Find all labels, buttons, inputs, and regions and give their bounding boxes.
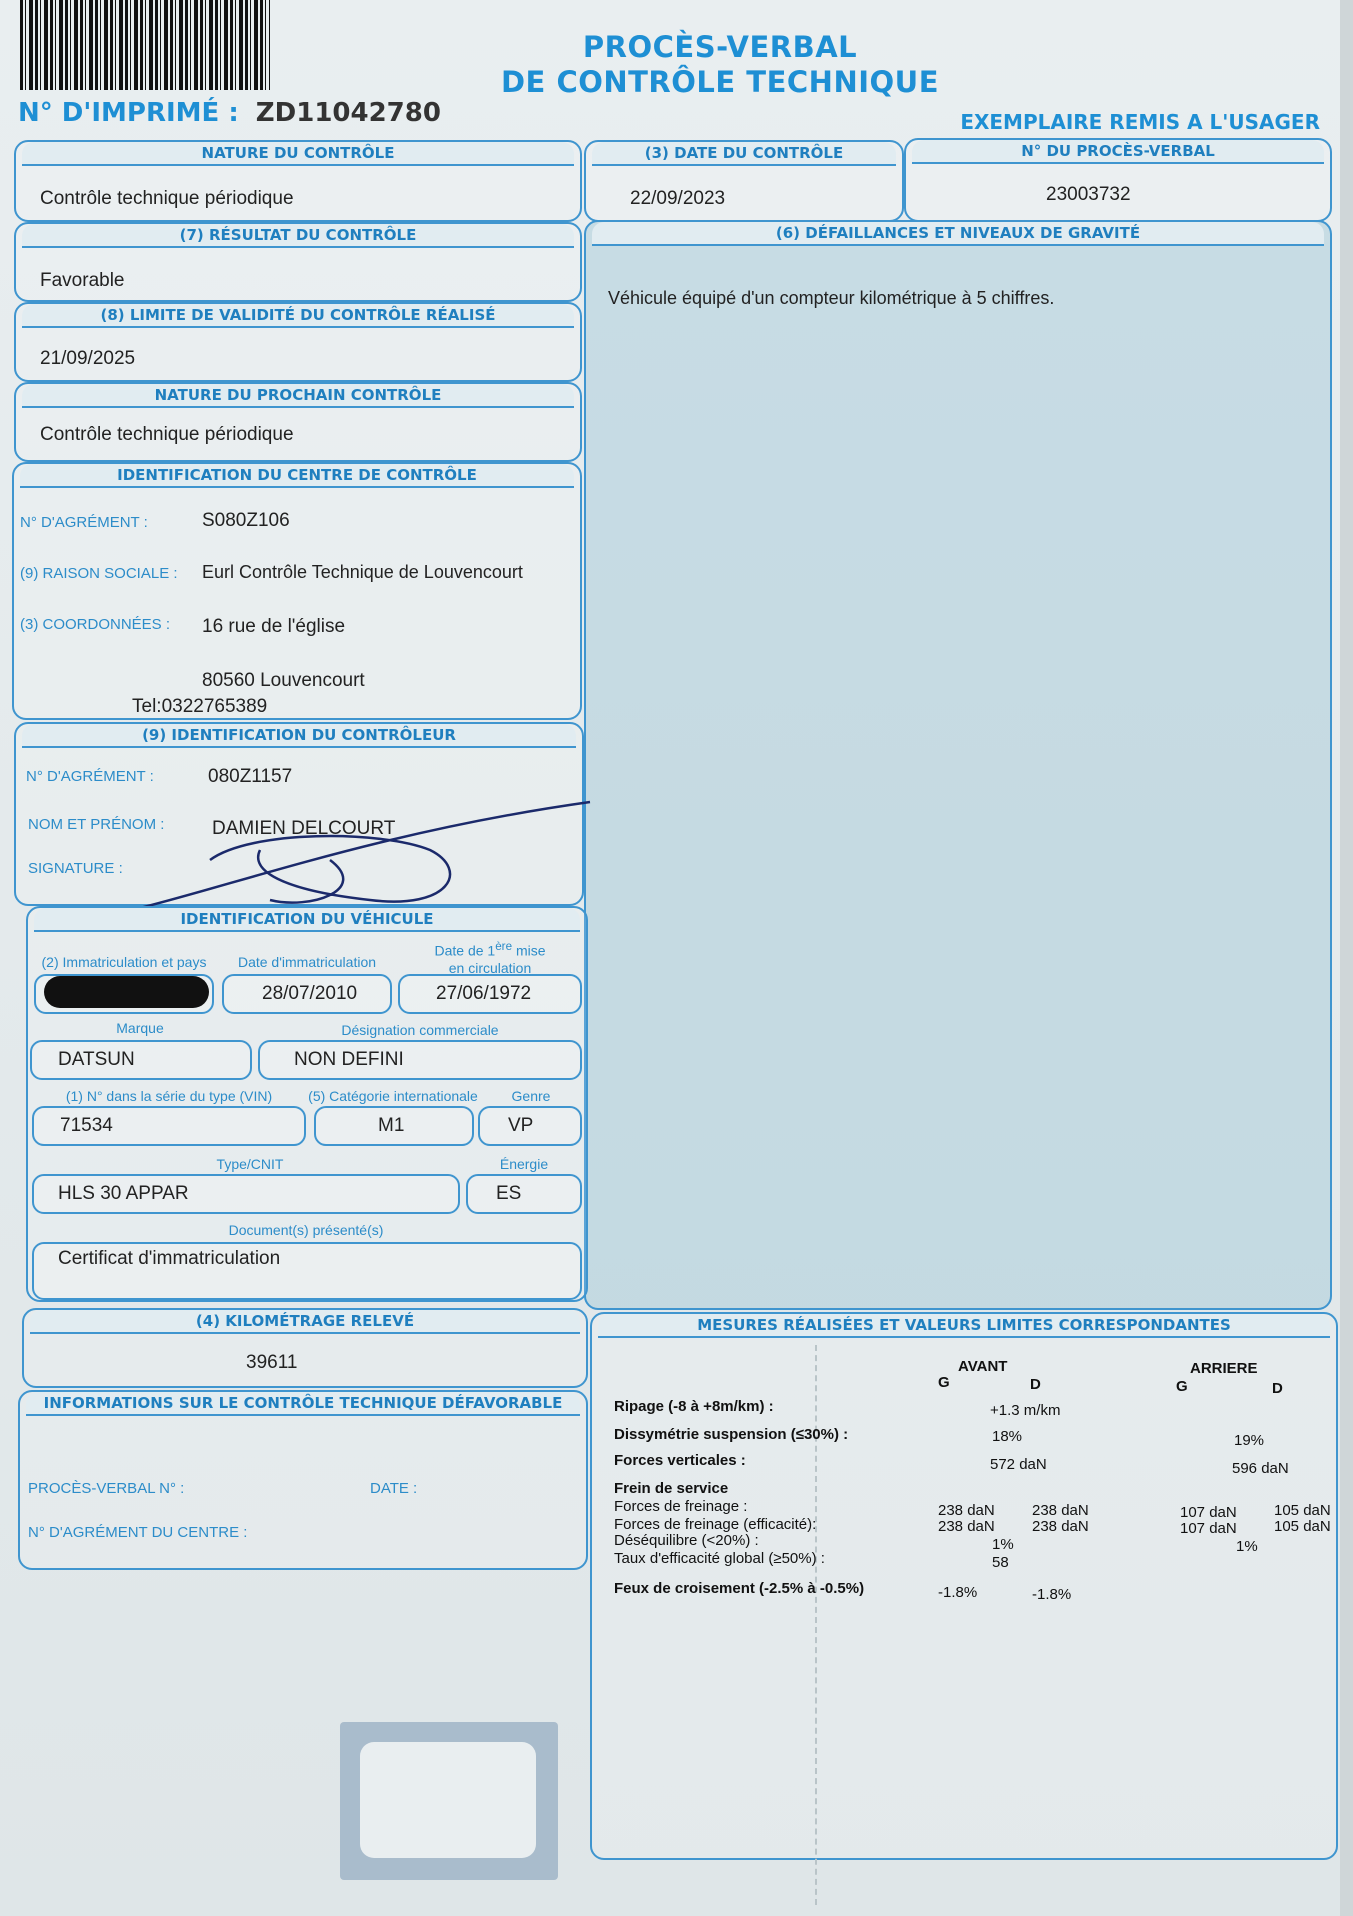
premiere-circulation-label: [400, 938, 580, 977]
centre-header: IDENTIFICATION DU CENTRE DE CONTRÔLE: [20, 464, 574, 488]
premiere-label-b: mise: [512, 942, 546, 959]
energie-field: ES: [466, 1174, 582, 1214]
desequilibre-label: Déséquilibre (<20%) :: [614, 1532, 759, 1549]
telephone: Tel:0322765389: [132, 696, 268, 717]
arriere-header: ARRIERE: [1190, 1360, 1258, 1377]
ffe-arriere-g: 107 daN: [1180, 1520, 1237, 1537]
limite-header: (8) LIMITE DE VALIDITÉ DU CONTRÔLE RÉALISÉ: [22, 304, 574, 328]
genre-field: VP: [478, 1106, 582, 1146]
arriere-d: D: [1272, 1380, 1283, 1397]
forces-freinage-label: Forces de freinage :: [614, 1498, 748, 1515]
nature-box: [14, 140, 582, 222]
taux-efficacite-value: 58: [992, 1554, 1009, 1571]
defavorable-box: [18, 1390, 588, 1570]
type-label: Type/CNIT: [216, 1156, 284, 1172]
controleur-agrement-label: N° D'AGRÉMENT :: [26, 768, 154, 785]
defaillances-header: (6) DÉFAILLANCES ET NIVEAUX DE GRAVITÉ: [592, 222, 1324, 246]
signature: [130, 790, 600, 920]
feux-croisement-label: Feux de croisement (-2.5% à -0.5%): [614, 1580, 865, 1597]
prochain-header: NATURE DU PROCHAIN CONTRÔLE: [22, 384, 574, 408]
title-line-2: DE CONTRÔLE TECHNIQUE: [500, 65, 940, 99]
ff-arriere-g: 107 daN: [1180, 1504, 1237, 1521]
categorie-label: (5) Catégorie internationale: [308, 1088, 478, 1104]
avant-g: G: [938, 1374, 950, 1391]
adresse-line-2: 80560 Louvencourt: [202, 670, 365, 691]
ffe-arriere-d: 105 daN: [1274, 1518, 1331, 1535]
stamp-window: [360, 1742, 536, 1858]
desequilibre-avant: 1%: [992, 1536, 1014, 1553]
energie-label: Énergie: [499, 1156, 549, 1172]
marque-field: DATSUN: [30, 1040, 252, 1080]
type-field: HLS 30 APPAR: [32, 1174, 460, 1214]
taux-efficacite-label: Taux d'efficacité global (≥50%) :: [614, 1550, 825, 1567]
forces-verticales-avant: 572 daN: [990, 1456, 1047, 1473]
forces-verticales-label: Forces verticales :: [614, 1452, 746, 1469]
limite-box: [14, 302, 582, 382]
pv-box: [904, 138, 1332, 222]
imprime-label: N° D'IMPRIMÉ :: [18, 98, 239, 128]
raison-sociale-value: Eurl Contrôle Technique de Louvencourt: [202, 562, 523, 582]
nature-header: NATURE DU CONTRÔLE: [22, 142, 574, 166]
ffe-avant-d: 238 daN: [1032, 1518, 1089, 1535]
premiere-label-a: Date de 1: [434, 942, 496, 959]
kilometrage-box: [22, 1308, 588, 1388]
mesures-header: MESURES RÉALISÉES ET VALEURS LIMITES CORRESPONDANTES: [598, 1314, 1330, 1338]
immatriculation-label: (2) Immatriculation et pays: [41, 954, 207, 970]
centre-agrement-value: S080Z106: [202, 510, 290, 531]
imprime-number: [18, 98, 441, 128]
defavorable-agrement-label: N° D'AGRÉMENT DU CENTRE :: [28, 1524, 248, 1541]
barcode: [20, 0, 270, 90]
controleur-agrement-value: 080Z1157: [208, 766, 293, 787]
centre-box: [12, 462, 582, 720]
prochain-box: [14, 382, 582, 462]
avant-header: AVANT: [958, 1358, 1008, 1375]
documents-field: Certificat d'immatriculation: [32, 1242, 582, 1300]
designation-field: NON DEFINI: [258, 1040, 582, 1080]
arriere-g: G: [1176, 1378, 1188, 1395]
controleur-header: (9) IDENTIFICATION DU CONTRÔLEUR: [22, 724, 576, 748]
kilometrage-value: 39611: [246, 1352, 298, 1373]
signature-label: SIGNATURE :: [28, 860, 123, 877]
nom-prenom-label: NOM ET PRÉNOM :: [28, 816, 165, 833]
redacted-plate: [44, 976, 209, 1008]
vehicule-header: IDENTIFICATION DU VÉHICULE: [34, 908, 580, 932]
date-header: (3) DATE DU CONTRÔLE: [592, 142, 896, 166]
defavorable-pv-label: PROCÈS-VERBAL N° :: [28, 1480, 185, 1497]
date-immat-label: Date d'immatriculation: [237, 954, 377, 970]
genre-label: Genre: [511, 1088, 551, 1104]
avant-d: D: [1030, 1376, 1041, 1393]
kilometrage-header: (4) KILOMÉTRAGE RELEVÉ: [30, 1310, 580, 1334]
designation-label: Désignation commerciale: [341, 1022, 499, 1038]
defaillances-text: Véhicule équipé d'un compteur kilométrique à 5 chiffres.: [608, 288, 1055, 308]
defavorable-header: INFORMATIONS SUR LE CONTRÔLE TECHNIQUE DÉFAVORABLE: [26, 1392, 580, 1416]
dissymetrie-avant: 18%: [992, 1428, 1023, 1445]
raison-sociale-label: (9) RAISON SOCIALE :: [20, 565, 178, 582]
ff-arriere-d: 105 daN: [1274, 1502, 1331, 1519]
premiere-circulation-field: 27/06/1972: [398, 974, 582, 1014]
coordonnees-label: (3) COORDONNÉES :: [20, 616, 171, 633]
prochain-value: Contrôle technique périodique: [40, 424, 294, 445]
vin-field: 71534: [32, 1106, 306, 1146]
nom-prenom-value: DAMIEN DELCOURT: [212, 818, 396, 839]
marque-label: Marque: [116, 1020, 164, 1036]
pv-header: N° DU PROCÈS-VERBAL: [912, 140, 1324, 164]
stamp-area: [340, 1722, 558, 1880]
feux-croisement-d: -1.8%: [1032, 1586, 1072, 1603]
document-title: [470, 30, 970, 100]
date-immat-field: 28/07/2010: [222, 974, 392, 1014]
defaillances-box: [584, 220, 1332, 1310]
ripage-value: +1.3 m/km: [990, 1402, 1061, 1419]
ffe-avant-g: 238 daN: [938, 1518, 995, 1535]
exemplaire-label: EXEMPLAIRE REMIS A L'USAGER: [960, 110, 1320, 134]
forces-freinage-efficacite-label: Forces de freinage (efficacité):: [614, 1516, 817, 1533]
defavorable-date-label: DATE :: [370, 1480, 418, 1497]
adresse-line-1: 16 rue de l'église: [202, 616, 346, 637]
ff-avant-g: 238 daN: [938, 1502, 995, 1519]
premiere-label-sup: ère: [495, 940, 513, 953]
resultat-header: (7) RÉSULTAT DU CONTRÔLE: [22, 224, 574, 248]
documents-label: Document(s) présenté(s): [228, 1222, 384, 1238]
date-box: [584, 140, 904, 222]
vin-label: (1) N° dans la série du type (VIN): [65, 1088, 273, 1104]
imprime-value: ZD11042780: [255, 98, 441, 128]
centre-agrement-label: N° D'AGRÉMENT :: [20, 514, 148, 531]
date-value: 22/09/2023: [630, 188, 726, 209]
resultat-box: [14, 222, 582, 302]
premiere-label-c: en circulation: [448, 959, 532, 976]
title-line-1: PROCÈS-VERBAL: [582, 30, 858, 64]
forces-verticales-arriere: 596 daN: [1232, 1460, 1289, 1477]
dissymetrie-arriere: 19%: [1234, 1432, 1265, 1449]
ripage-label: Ripage (-8 à +8m/km) :: [614, 1398, 774, 1415]
nature-value: Contrôle technique périodique: [40, 188, 294, 209]
pv-value: 23003732: [1046, 184, 1131, 205]
limite-value: 21/09/2025: [40, 348, 136, 369]
dissymetrie-label: Dissymétrie suspension (≤30%) :: [614, 1426, 849, 1443]
resultat-value: Favorable: [40, 270, 125, 291]
categorie-field: M1: [314, 1106, 474, 1146]
ff-avant-d: 238 daN: [1032, 1502, 1089, 1519]
desequilibre-arriere: 1%: [1236, 1538, 1258, 1555]
frein-service-label: Frein de service: [614, 1480, 729, 1497]
feux-croisement-g: -1.8%: [938, 1584, 978, 1601]
